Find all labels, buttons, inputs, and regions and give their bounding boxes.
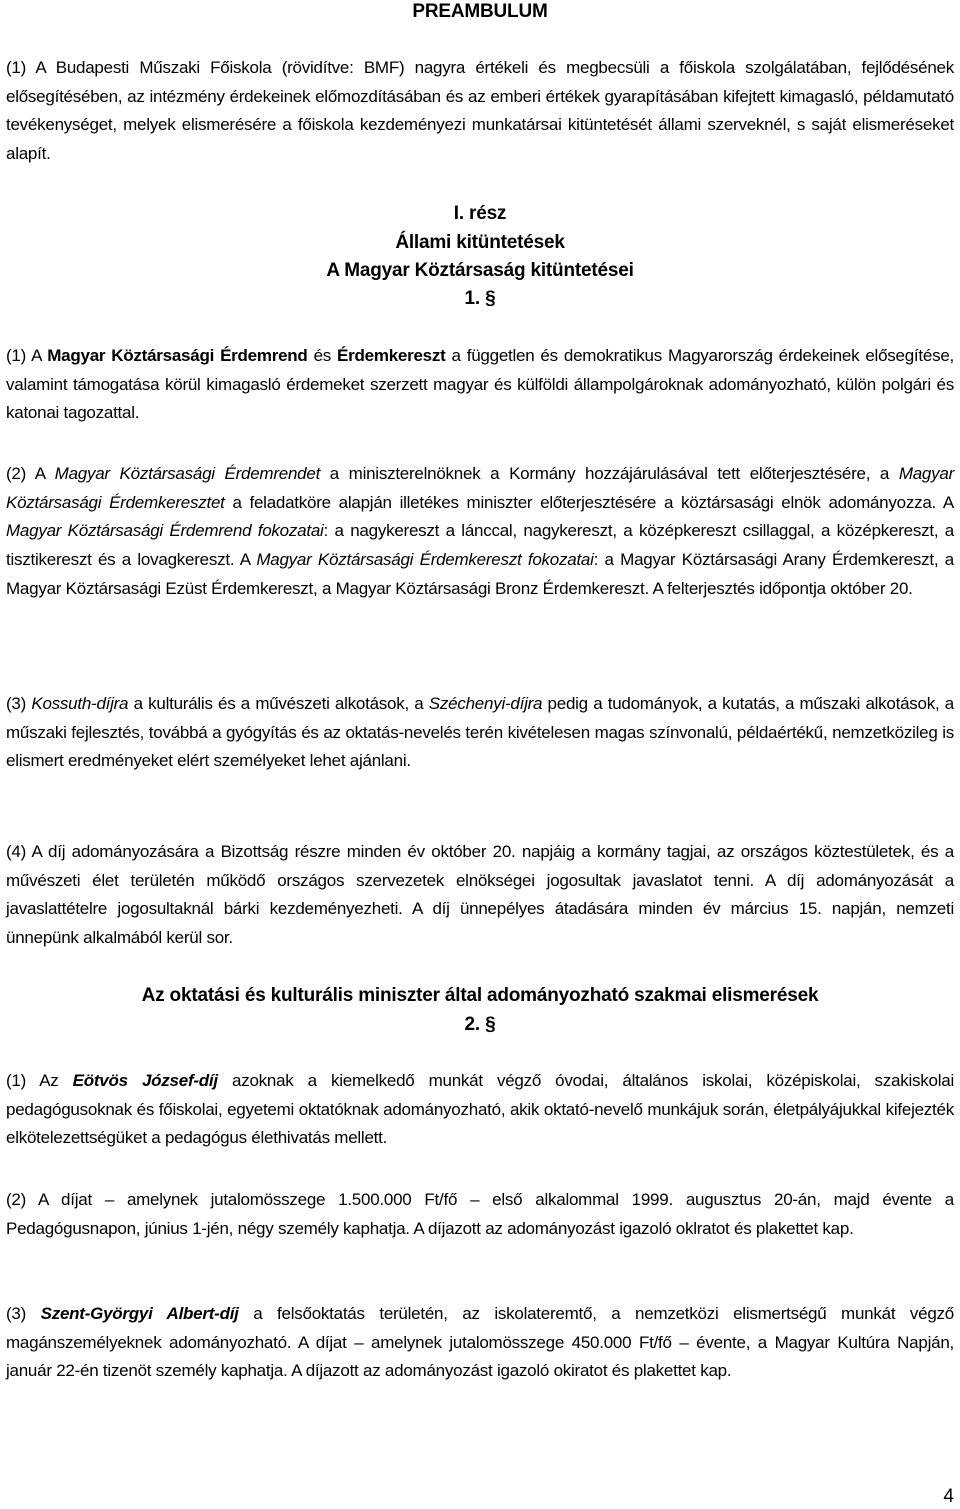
section2-paragraph-2: (2) A díjat – amelynek jutalomösszege 1.500.000 Ft/fő – első alkalommal 1999. augusztus 20-án, majd évente a Pedagógusnapon, június 1-jén, négy személy kaphatja. A díjazott az adományozást igazoló oklratot és plakettet kap. bbox=[6, 1190, 954, 1238]
section2-paragraph-3: (3) Szent-Györgyi Albert-díj a felsőoktatás területén, az iskolateremtő, a nemzetközi elismertségű munkát végző magánszemélyeknek adományozható. A díjat – amelynek jutalomösszege 450.000 Ft/fő – évente, a Magyar Kultúra Napján, január 22-én tizenöt személy kaphatja. A díjazott az adományozást igazoló okiratot és plakettet kap. bbox=[6, 1304, 954, 1381]
section1-paragraph-4: (4) A díj adományozására a Bizottság részre minden év október 20. napjáig a kormány tagjai, az országos köztestületek, és a művészeti élet területén működő országos szervezetek elnökségei jogosultak javaslatot tenni. A díj adományozását a javaslattételre jogosultaknál bárki kezdeményezheti. A díj ünnepélyes átadására minden év március 15. napján, nemzeti ünnepünk alkalmából kerül sor. bbox=[6, 842, 954, 948]
part-label: I. rész bbox=[453, 203, 507, 224]
section-heading-2: 2. § bbox=[464, 1014, 496, 1035]
section2-paragraph-1: (1) Az Eötvös József-díj azoknak a kiemelkedő munkát végző óvodai, általános iskolai, középiskolai, szakiskolai pedagógusoknak és főiskolai, egyetemi oktatóknak adományozható, akik oktató-nevelő munkájuk során, életpályájukkal kifejezték elkötelezettségüket a pedagógus élethivatás mellett. bbox=[6, 1071, 954, 1148]
section1-paragraph-3: (3) Kossuth-díjra a kulturális és a művészeti alkotások, a Széchenyi-díjra pedig a tudományok, a kutatás, a műszaki alkotások, a műszaki fejlesztés, továbbá a gyógyítás és az oktatás-nevelés terén kivételesen magas színvonalú, példaértékű, nemzetközileg is elismert eredményeket elért személyeket lehet ajánlani. bbox=[6, 694, 955, 771]
page-number: 4 bbox=[943, 1486, 954, 1507]
preamble-title: PREAMBULUM bbox=[412, 1, 548, 22]
part-title: Állami kitüntetések bbox=[395, 232, 565, 253]
section1-paragraph-1: (1) A Magyar Köztársasági Érdemrend és Érdemkereszt a független és demokratikus Magyarország érdekeinek elősegítése, valamint támogatása körül kimagasló érdemeket szerzett magyar és külföldi állampolgároknak adományozható, külön polgári és katonai tagozattal. bbox=[6, 346, 955, 423]
section-heading-1: 1. § bbox=[464, 288, 496, 309]
section1-paragraph-2: (2) A Magyar Köztársasági Érdemrendet a miniszterelnöknek a Kormány hozzájárulásával tett előterjesztésére, a Magyar Köztársasági Érdemkeresztet a feladatköre alapján illetékes miniszter előterjesztésére a köztársasági elnök adományozza. A Magyar Köztársasági Érdemrend fokozatai: a nagykereszt a lánccal, nagykereszt, a középkereszt csillaggal, a középkereszt, a tisztikereszt és a lovagkereszt. A Magyar Köztársasági Érdemkereszt fokozatai: a Magyar Köztársasági Arany Érdemkereszt, a Magyar Köztársasági Ezüst Érdemkereszt, a Magyar Köztársasági Bronz Érdemkereszt. A felterjesztés időpontja október 20. bbox=[6, 464, 955, 598]
preamble-paragraph: (1) A Budapesti Műszaki Főiskola (rövidítve: BMF) nagyra értékeli és megbecsüli a főiskola szolgálatában, fejlődésének elősegítésében, az intézmény érdekeinek előmozdításában és az emberi értékek gyarapításában kifejtett kimagasló, példamutató tevékenységet, melyek elismerésére a főiskola kezdeményezi munkatársai kitüntetését állami szerveknél, s saját elismeréseket alapít. bbox=[6, 58, 954, 164]
chapter-title: A Magyar Köztársaság kitüntetései bbox=[326, 260, 634, 281]
chapter-title-2: Az oktatási és kulturális miniszter által adományozható szakmai elismerések bbox=[141, 985, 819, 1006]
